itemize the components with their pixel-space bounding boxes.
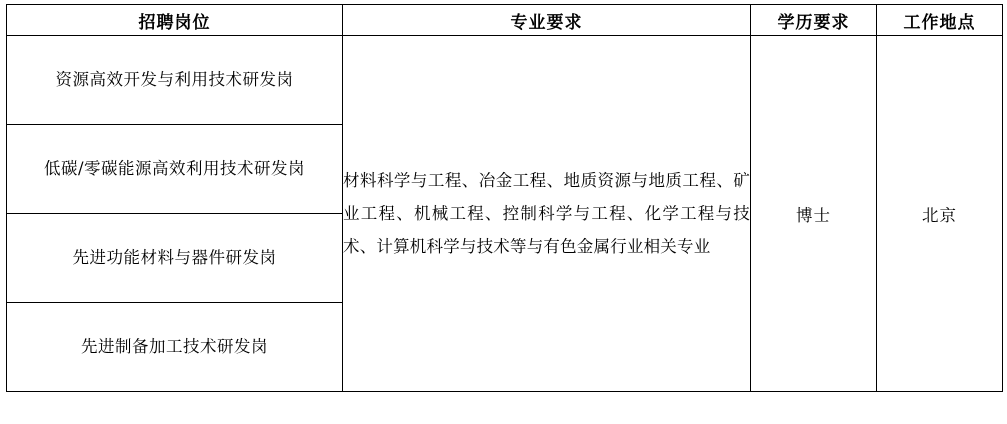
position-cell-1: 资源高效开发与利用技术研发岗 xyxy=(7,36,343,125)
column-header-location: 工作地点 xyxy=(877,5,1003,36)
table-header-row xyxy=(7,5,1003,36)
major-requirement-text: 材料科学与工程、冶金工程、地质资源与地质工程、矿业工程、机械工程、控制科学与工程、化学工程与技术、计算机科学与技术等与有色金属行业相关专业 xyxy=(343,171,750,256)
position-cell-4: 先进制备加工技术研发岗 xyxy=(7,303,343,392)
position-cell-2: 低碳/零碳能源高效利用技术研发岗 xyxy=(7,125,343,214)
column-header-position: 招聘岗位 xyxy=(7,5,343,36)
column-header-education: 学历要求 xyxy=(751,5,877,36)
location-cell: 北京 xyxy=(877,36,1003,392)
recruitment-table xyxy=(6,4,1003,392)
table-row xyxy=(7,36,1003,125)
major-requirement-cell xyxy=(343,36,751,392)
document-page xyxy=(0,4,1007,424)
position-cell-3: 先进功能材料与器件研发岗 xyxy=(7,214,343,303)
education-cell: 博士 xyxy=(751,36,877,392)
column-header-major: 专业要求 xyxy=(343,5,751,36)
